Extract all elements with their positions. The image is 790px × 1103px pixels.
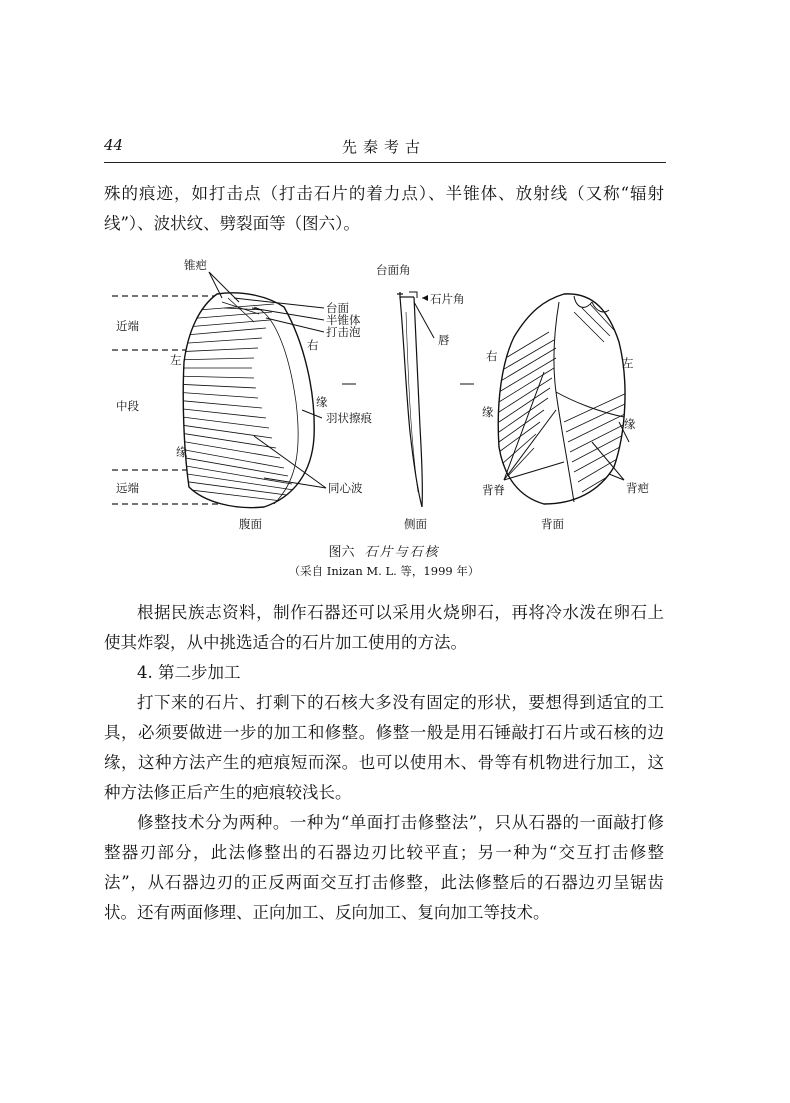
paragraph-4: 打下来的石片、打剩下的石核大多没有固定的形状，要想得到适宜的工具，必须要做进一步的加工和修整。修整一般是用石锤敲打石片或石核的边缘，这种方法产生的疤痕短而深。也可以使用木、骨等有机物进行加工，这种方法修正后产生的疤痕较浅长。 — [104, 693, 664, 802]
label-left-b: 左 — [622, 356, 634, 370]
label-edge-a: 缘 — [176, 445, 188, 459]
header-rule — [104, 162, 666, 163]
label-dorsal-view: 背面 — [541, 517, 564, 531]
figure-flake-and-core — [104, 252, 664, 542]
label-bulb-scar: 锥疤 — [184, 258, 207, 272]
figure-title: 石片与石核 — [364, 545, 440, 560]
label-proximal: 近端 — [116, 319, 139, 333]
label-lip: 唇 — [438, 333, 450, 347]
label-left-a: 左 — [170, 353, 182, 367]
figure-source: （采自 Inizan M. L. 等，1999 年） — [288, 564, 480, 578]
label-edge-d: 缘 — [624, 417, 636, 431]
label-ripples: 同心波 — [328, 481, 363, 495]
label-edge-b: 缘 — [316, 395, 328, 409]
paragraph-3: 4. 第二步加工 — [137, 663, 241, 682]
label-dorsal-ridge: 背脊 — [482, 483, 505, 497]
label-platform: 台面 — [326, 301, 349, 315]
arrow-flake-angle — [422, 295, 428, 301]
paragraph-5: 修整技术分为两种。一种为“单面打击修整法”，只从石器的一面敲打修整器刃部分，此法修整出的石器边刃比较平直；另一种为“交互打击修整法”，从石器边刃的正反两面交互打击修整，此法修整后的石器边刃呈锯齿状。还有两面修理、正向加工、反向加工、复向加工等技术。 — [104, 813, 664, 922]
running-title: 先秦考古 — [341, 138, 426, 156]
label-ventral-view: 腹面 — [239, 517, 262, 531]
page-number: 44 — [104, 136, 124, 154]
label-bulb: 打击泡 — [326, 325, 361, 339]
label-half-cone: 半锥体 — [326, 313, 361, 327]
side-view-drawing — [397, 292, 422, 507]
figure-caption — [104, 541, 664, 560]
paragraph-2: 根据民族志资料，制作石器还可以采用火烧卵石，再将冷水泼在卵石上使其炸裂，从中挑选适合的石片加工使用的方法。 — [104, 603, 664, 652]
label-dorsal-scar: 背疤 — [626, 481, 649, 495]
label-middle: 中段 — [116, 399, 139, 413]
figure-number: 图六 — [328, 545, 355, 560]
label-distal: 远端 — [116, 481, 139, 495]
dorsal-view-drawing — [498, 294, 629, 504]
label-right-a: 右 — [307, 338, 319, 352]
label-side-view: 侧面 — [404, 517, 427, 531]
label-platform-angle: 台面角 — [376, 263, 411, 277]
label-edge-c: 缘 — [482, 405, 494, 419]
label-right-b: 右 — [486, 349, 498, 363]
label-hackle: 羽状擦痕 — [326, 411, 372, 425]
paragraph-1: 殊的痕迹，如打击点（打击石片的着力点）、半锥体、放射线（又称“辐射线”）、波状纹、劈裂面等（图六）。 — [104, 184, 664, 233]
running-header — [104, 136, 664, 162]
label-flake-angle: 石片角 — [430, 292, 465, 306]
